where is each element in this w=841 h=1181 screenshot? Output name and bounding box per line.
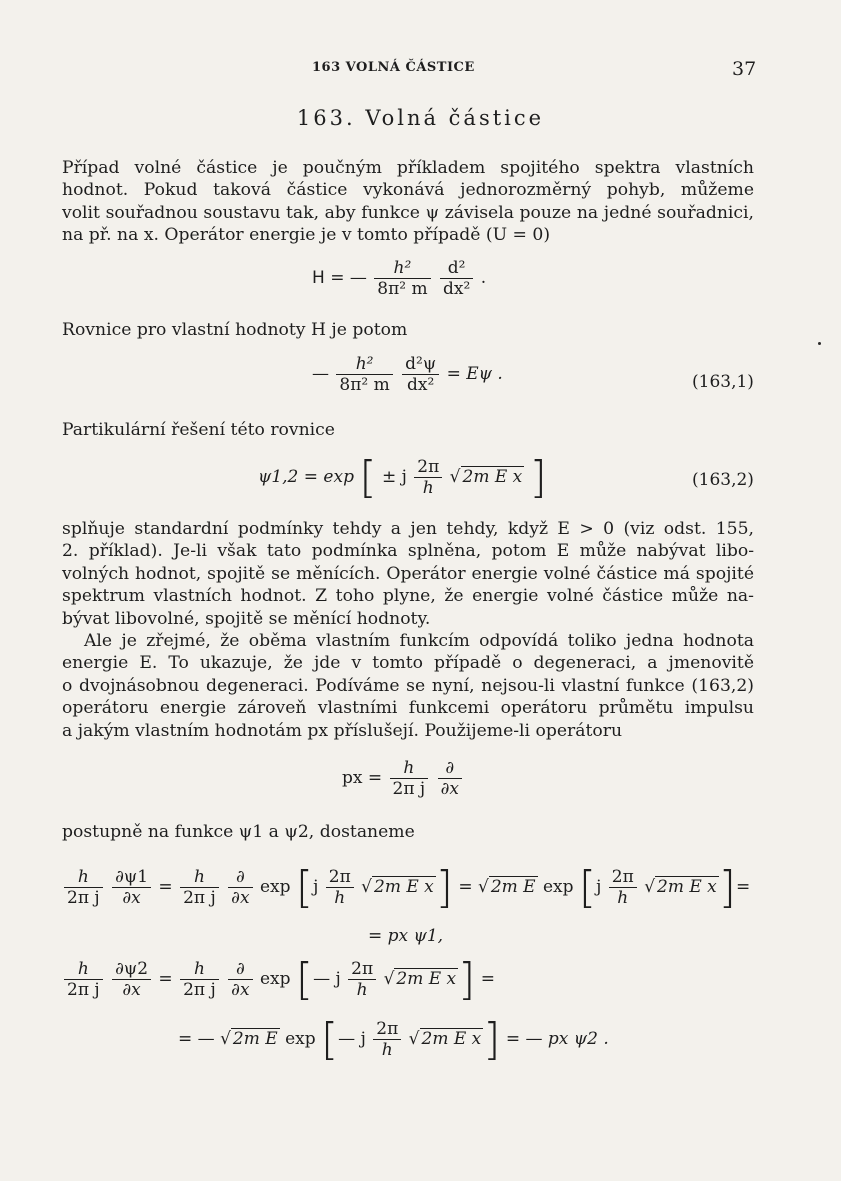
denominator: h <box>609 887 637 908</box>
denominator: dx² <box>402 374 439 395</box>
paragraph-intro <box>62 157 754 247</box>
right-bracket: ] <box>458 954 476 1005</box>
text-line: splňuje standardní podmínky tehdy a jen tehdy, když E > 0 (viz odst. 155, <box>62 519 754 539</box>
text-line: o dvojnásobnou degeneraci. Podíváme se nyní, nejsou-li vlastní funkce (163,2) <box>62 675 754 696</box>
numerator: d²ψ <box>405 354 437 374</box>
sqrt-sign: √ <box>408 1029 420 1049</box>
text-applying: postupně na funkce ψ1 a ψ2, dostaneme <box>62 822 415 842</box>
text-line: bývat libovolné, spojitě se měnící hodnoty. <box>62 608 431 629</box>
page-number: 37 <box>732 58 757 80</box>
numerator: ∂ <box>235 959 245 979</box>
numerator: h <box>77 959 89 979</box>
numerator: d² <box>447 258 466 278</box>
numerator: h <box>77 867 89 887</box>
sqrt-sign: √ <box>383 969 395 989</box>
fraction <box>348 959 376 1000</box>
sqrt-sign: √ <box>477 877 489 897</box>
section-title: 163. Volná částice <box>296 106 545 130</box>
numerator: 2π <box>611 867 634 887</box>
equation-163-1 <box>312 354 503 395</box>
left-bracket: [ <box>295 954 314 1005</box>
numerator: 2π <box>328 867 351 887</box>
eq-sign: = — <box>330 268 367 288</box>
fraction <box>402 354 439 395</box>
right-bracket: ] <box>435 862 453 913</box>
fraction <box>326 867 354 908</box>
imag-unit: — j <box>338 1029 366 1049</box>
fraction <box>336 354 392 395</box>
equation-number: (163,1) <box>692 372 754 392</box>
denominator: h <box>414 477 442 498</box>
exp-function: exp <box>259 877 291 897</box>
eq-sign: — <box>312 364 329 384</box>
equation-psi1 <box>62 862 750 913</box>
equation-163-2 <box>258 452 547 503</box>
text-eigen-equation-intro: Rovnice pro vlastní hodnoty H je potom <box>62 320 408 340</box>
sqrt-argument: 2m E x <box>374 877 434 897</box>
imag-unit: j <box>596 877 602 897</box>
sqrt-sign: √ <box>449 467 461 487</box>
fraction <box>180 867 219 908</box>
equation-number: (163,2) <box>692 470 754 490</box>
fraction <box>390 758 429 799</box>
fraction <box>440 258 473 299</box>
denominator: 2π j <box>390 778 429 799</box>
fraction <box>64 959 103 1000</box>
text-line: na př. na x. Operátor energie je v tomto případě (U = 0) <box>62 225 551 246</box>
text-line: volných hodnot, spojitě se měnících. Operátor energie volné částice má spojité <box>62 563 754 584</box>
denominator: 2π j <box>180 887 219 908</box>
fraction <box>414 457 442 498</box>
denominator: ∂x <box>112 887 151 908</box>
denominator: ∂x <box>228 887 252 908</box>
text-line: hodnot. Pokud taková částice vykonává jednorozměrný pohyb, můžeme <box>62 180 754 201</box>
paragraph-conditions <box>62 518 754 630</box>
denominator: 8π² m <box>336 374 392 395</box>
fraction <box>228 959 252 1000</box>
numerator: h² <box>393 258 412 278</box>
equation-psi1-result: = px ψ1, <box>368 926 444 946</box>
equation-momentum-operator <box>342 758 464 799</box>
exp-function: exp <box>285 1029 316 1049</box>
denominator: 8π² m <box>374 278 430 299</box>
fraction <box>228 867 252 908</box>
plus-minus-j: ± j <box>381 467 407 487</box>
fraction <box>64 867 103 908</box>
exp-function: exp <box>259 969 291 989</box>
sqrt-argument: 2m E <box>232 1029 278 1049</box>
denominator: h <box>348 979 376 1000</box>
print-speck <box>818 342 821 345</box>
right-bracket: ] <box>529 452 547 503</box>
text-line: Ale je zřejmé, že oběma vlastním funkcím odpovídá toliko jedna hodnota <box>84 631 754 651</box>
fraction <box>373 1019 401 1060</box>
right-bracket: ] <box>718 862 736 913</box>
eq-sign: = <box>158 877 173 897</box>
text-line: operátoru energie zároveň vlastními funkcemi operátoru průmětu impulsu <box>62 698 754 719</box>
eq-sign: = <box>158 969 173 989</box>
eq-sign: = <box>458 877 473 897</box>
numerator: ∂ψ1 <box>115 867 149 887</box>
fraction <box>374 258 430 299</box>
eq-rhs: = — px ψ2 . <box>505 1029 609 1049</box>
sqrt-sign: √ <box>220 1029 231 1049</box>
sqrt-argument: 2m E <box>490 877 536 897</box>
imag-unit: j <box>313 877 319 897</box>
operator-H: H <box>312 268 325 288</box>
sqrt-argument: 2m E x <box>462 467 523 487</box>
text-line: energie E. To ukazuje, že jde v tomto případě o degeneraci, a jmenovitě <box>62 653 754 674</box>
text-line: volit souřadnou soustavu tak, aby funkce ψ závisela pouze na jedné souřadnici, <box>62 202 754 223</box>
running-header: 163 VOLNÁ ČÁSTICE <box>312 60 475 75</box>
denominator: h <box>326 887 354 908</box>
fraction <box>112 867 151 908</box>
sqrt-argument: 2m E x <box>657 877 717 897</box>
fraction <box>180 959 219 1000</box>
denominator: 2π j <box>64 887 103 908</box>
text-line: spektrum vlastních hodnot. Z toho plyne, že energie volné částice může na- <box>62 586 754 607</box>
denominator: 2π j <box>64 979 103 1000</box>
text-line: a jakým vlastním hodnotám px příslušejí. Použijeme-li operátoru <box>62 720 623 741</box>
eq-rhs: = Eψ . <box>446 364 503 384</box>
left-bracket: [ <box>295 862 314 913</box>
eq-lhs: ψ1,2 = exp <box>258 467 354 487</box>
equation-psi2 <box>62 954 495 1005</box>
sqrt-sign: √ <box>644 877 656 897</box>
fraction <box>609 867 637 908</box>
numerator: ∂ψ2 <box>115 959 149 979</box>
text-line: Případ volné částice je poučným příkladem spojitého spektra vlastních <box>62 158 754 178</box>
equation-psi2-result <box>178 1014 609 1065</box>
paragraph-degeneracy <box>62 630 754 742</box>
denominator: ∂x <box>112 979 151 1000</box>
numerator: ∂ <box>445 758 455 778</box>
numerator: 2π <box>376 1019 399 1039</box>
left-bracket: [ <box>578 862 597 913</box>
numerator: h <box>403 758 415 778</box>
sqrt-argument: 2m E x <box>421 1029 482 1049</box>
numerator: 2π <box>417 457 440 477</box>
right-bracket: ] <box>483 1014 501 1065</box>
equation-hamiltonian <box>312 258 486 299</box>
eq-lhs: px = <box>342 768 383 788</box>
text-particular-solution: Partikulární řešení této rovnice <box>62 420 335 440</box>
exp-function: exp <box>542 877 574 897</box>
eq-sign: = <box>735 877 751 897</box>
text-line: 2. příklad). Je-li však tato podmínka splněna, potom E může nabývat libo- <box>62 541 754 562</box>
denominator: ∂x <box>438 778 462 799</box>
numerator: ∂ <box>235 867 245 887</box>
numerator: h <box>193 959 205 979</box>
imag-unit: — j <box>313 969 341 989</box>
eq-end: . <box>480 268 487 288</box>
fraction <box>112 959 151 1000</box>
sqrt-sign: √ <box>361 877 372 897</box>
eq-sign: = — <box>178 1029 215 1049</box>
denominator: ∂x <box>228 979 252 1000</box>
fraction <box>438 758 462 799</box>
denominator: h <box>373 1039 401 1060</box>
denominator: dx² <box>440 278 473 299</box>
denominator: 2π j <box>180 979 219 1000</box>
numerator: h <box>193 867 205 887</box>
left-bracket: [ <box>359 452 377 503</box>
numerator: h² <box>355 354 374 374</box>
eq-sign: = <box>480 969 495 989</box>
numerator: 2π <box>351 959 374 979</box>
sqrt-argument: 2m E x <box>396 969 457 989</box>
left-bracket: [ <box>321 1014 339 1065</box>
